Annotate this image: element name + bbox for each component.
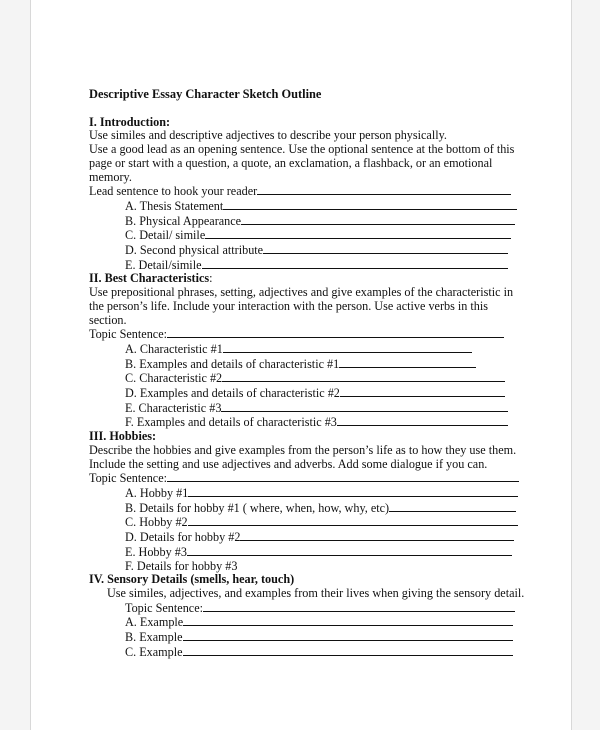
fill-in-blank (202, 258, 508, 269)
intro-paragraph-2-line-1: Use a good lead as an opening sentence. Use the optional sentence at the bottom of this (89, 142, 515, 157)
fill-in-blank (188, 515, 518, 526)
lead-sentence-row (89, 184, 529, 199)
fill-in-blank (240, 530, 514, 541)
fill-in-blank (205, 228, 511, 239)
outline-item: A. Thesis Statement (89, 199, 529, 214)
topic-sentence-label: Topic Sentence: (125, 600, 203, 615)
sensory-paragraph: Use similes, adjectives, and examples from their lives when giving the sensory detail. (107, 585, 525, 600)
lead-sentence-label: Lead sentence to hook your reader (89, 184, 258, 199)
outline-item: B. Physical Appearance (89, 214, 529, 229)
fill-in-blank (337, 415, 508, 426)
outline-item: A. Example (89, 615, 529, 630)
outline-item: A. Hobby #1 (89, 486, 529, 501)
lead-sentence-blank (257, 184, 511, 195)
best-paragraph-line-1: Use prepositional phrases, setting, adjectives and give examples of the characteristic in (89, 285, 514, 300)
outline-item: F. Details for hobby #3 (125, 558, 238, 573)
fill-in-blank (223, 199, 517, 210)
outline-item: C. Example (89, 645, 529, 660)
topic-sentence-label: Topic Sentence: (89, 327, 167, 342)
fill-in-blank (188, 486, 518, 497)
outline-item: B. Details for hobby #1 ( where, when, how, why, etc) (89, 501, 529, 516)
topic-sentence-label: Topic Sentence: (89, 471, 167, 486)
best-paragraph-line-2: the person’s life. Include your interaction with the person. Use active verbs in this (89, 298, 489, 313)
fill-in-blank (183, 615, 513, 626)
fill-in-blank (389, 501, 516, 512)
outline-item: F. Examples and details of characteristic #3 (89, 415, 529, 430)
document-page (30, 0, 572, 730)
outline-item: B. Example (89, 630, 529, 645)
fill-in-blank (340, 386, 505, 397)
hobbies-topic-sentence-row (89, 471, 529, 486)
intro-paragraph-2-line-3: memory. (89, 169, 132, 184)
section-heading-hobbies: III. Hobbies: (89, 429, 157, 444)
outline-item: D. Examples and details of characteristic #2 (89, 386, 529, 401)
fill-in-blank (183, 630, 513, 641)
fill-in-blank (221, 401, 508, 412)
outline-item: C. Detail/ simile (89, 228, 529, 243)
outline-item: D. Details for hobby #2 (89, 530, 529, 545)
fill-in-blank (187, 545, 512, 556)
outline-item: D. Second physical attribute (89, 243, 529, 258)
topic-sentence-blank (167, 327, 504, 338)
section-heading-introduction: I. Introduction: (89, 114, 171, 129)
outline-item: B. Examples and details of characteristic #1 (89, 357, 529, 372)
section-heading-sensory-details: IV. Sensory Details (smells, hear, touch) (89, 572, 295, 587)
fill-in-blank (339, 357, 476, 368)
topic-sentence-blank (167, 471, 519, 482)
intro-paragraph-1: Use similes and descriptive adjectives to describe your person physically. (89, 128, 447, 143)
outline-item: E. Hobby #3 (89, 545, 529, 560)
outline-item: C. Characteristic #2 (89, 371, 529, 386)
outline-item: E. Characteristic #3 (89, 401, 529, 416)
intro-paragraph-2-line-2: page or start with a question, a quote, an exclamation, a flashback, or an emotional (89, 155, 493, 170)
outline-item: A. Characteristic #1 (89, 342, 529, 357)
sensory-topic-sentence-row (89, 601, 529, 616)
best-topic-sentence-row (89, 327, 529, 342)
fill-in-blank (222, 371, 505, 382)
outline-item: E. Detail/simile (89, 258, 529, 273)
fill-in-blank (183, 645, 513, 656)
outline-item: C. Hobby #2 (89, 515, 529, 530)
best-paragraph-line-3: section. (89, 312, 127, 327)
fill-in-blank (241, 214, 515, 225)
document-content (89, 88, 529, 659)
document-title: Descriptive Essay Character Sketch Outline (89, 87, 322, 101)
hobbies-paragraph-line-2: Include the setting and use adjectives and adverbs. Add some dialogue if you can. (89, 456, 488, 471)
fill-in-blank (223, 342, 472, 353)
topic-sentence-blank (203, 601, 515, 612)
fill-in-blank (263, 243, 508, 254)
section-heading-best-characteristics: II. Best Characteristics: (89, 271, 213, 286)
hobbies-paragraph-line-1: Describe the hobbies and give examples from the person’s life as to how they use them. (89, 442, 517, 457)
